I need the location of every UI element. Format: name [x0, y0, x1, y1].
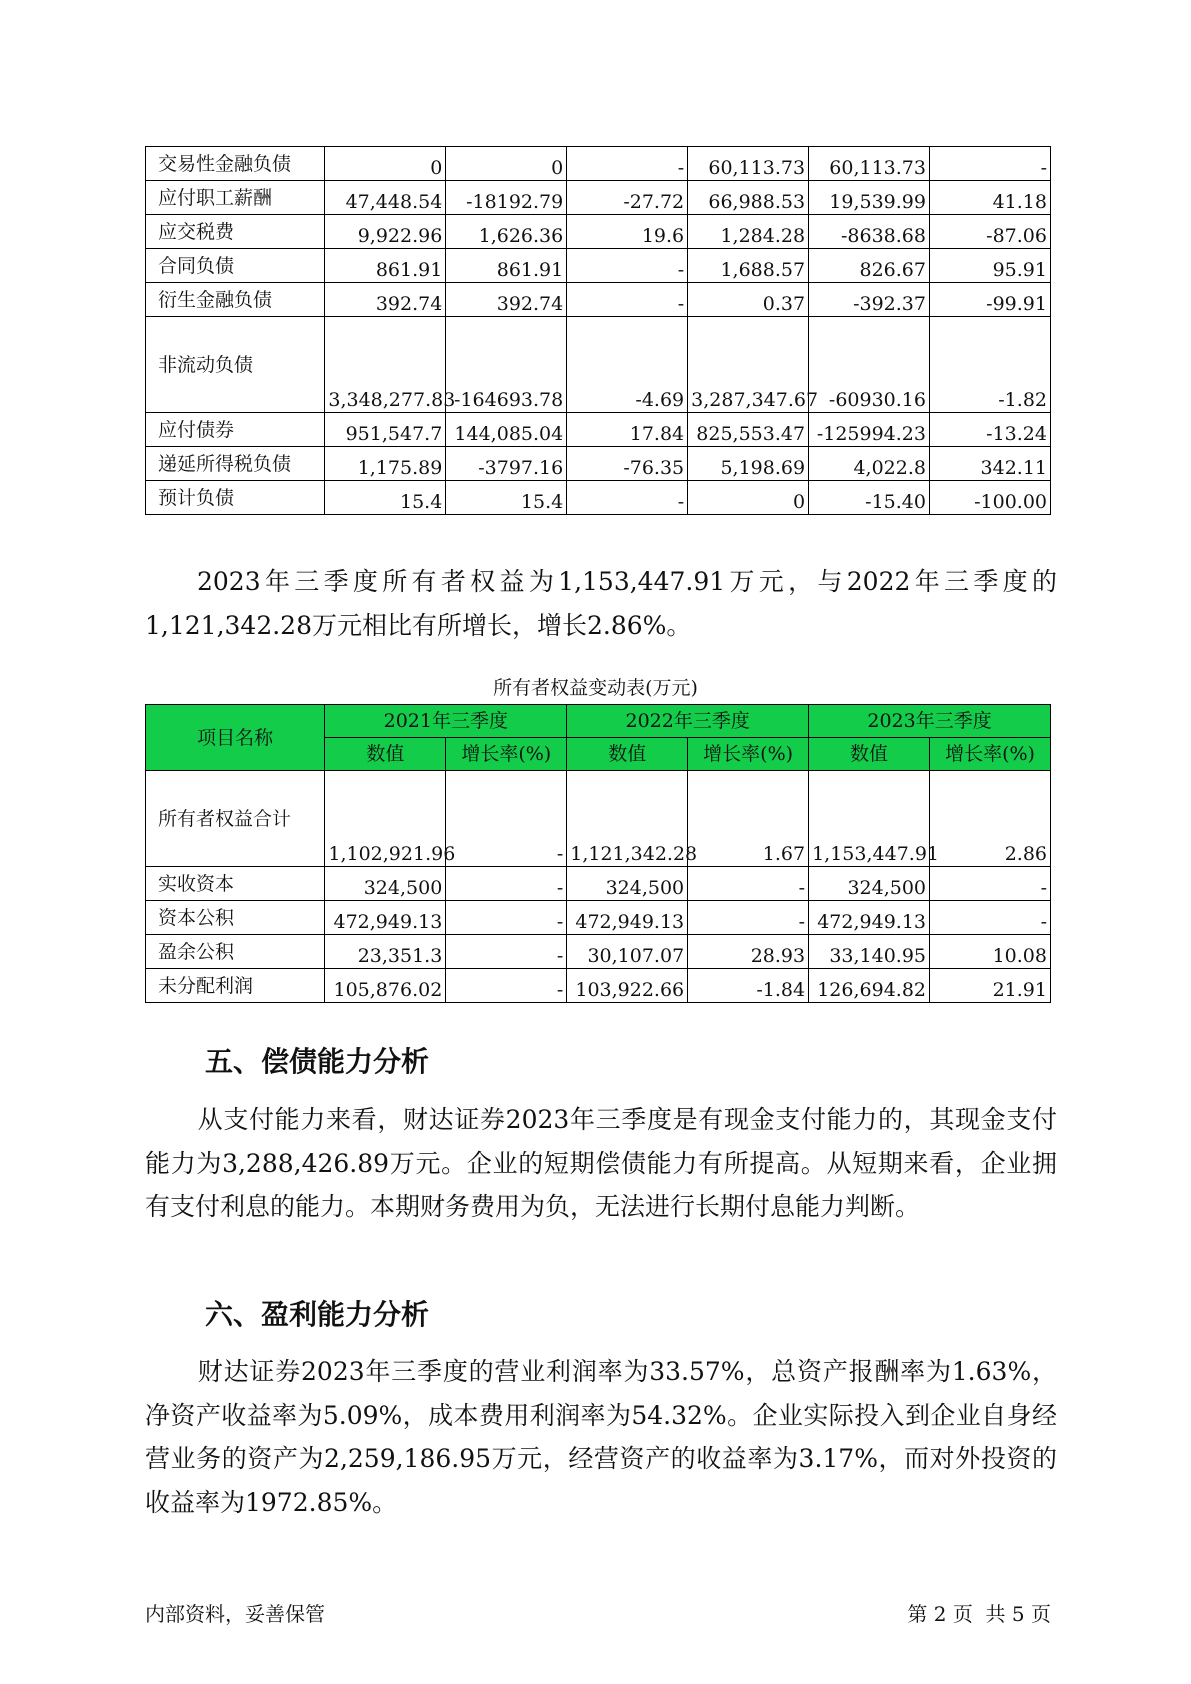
- paragraph-text: 从支付能力来看，财达证券2023年三季度是有现金支付能力的，其现金支付能力为3,288,426.89万元。企业的短期偿债能力有所提高。从短期来看，企业拥有支付利息的能力。本期财务费用为负，无法进行长期付息能力判断。: [145, 1105, 1057, 1221]
- cell-value: 826.67: [809, 249, 930, 283]
- cell-value: 144,085.04: [446, 413, 567, 447]
- cell-value: 1,688.57: [688, 249, 809, 283]
- value-header: 数值: [809, 738, 930, 771]
- row-label: 应交税费: [146, 215, 325, 249]
- table-row: [146, 935, 1051, 969]
- cell-value: 472,949.13: [567, 901, 688, 935]
- cell-value: 66,988.53: [688, 181, 809, 215]
- period-header: 2022年三季度: [567, 705, 809, 738]
- cell-value: -15.40: [809, 481, 930, 515]
- rate-header: 增长率(%): [446, 738, 567, 771]
- cell-value: -: [567, 283, 688, 317]
- cell-value: 60,113.73: [688, 147, 809, 181]
- cell-value: -: [446, 901, 567, 935]
- value-header: 数值: [567, 738, 688, 771]
- cell-value: 1,175.89: [325, 447, 446, 481]
- table-row: [146, 147, 1051, 181]
- cell-value: 0: [325, 147, 446, 181]
- cell-value: 15.4: [325, 481, 446, 515]
- equity-paragraph: [145, 560, 1057, 647]
- cell-value: 0: [446, 147, 567, 181]
- cell-value: -76.35: [567, 447, 688, 481]
- cell-value: -13.24: [929, 413, 1050, 447]
- cell-value: 392.74: [446, 283, 567, 317]
- table-row: [146, 867, 1051, 901]
- row-label: 所有者权益合计: [146, 771, 325, 867]
- table-row: [146, 771, 1051, 867]
- cell-value: -27.72: [567, 181, 688, 215]
- cell-value: -: [567, 147, 688, 181]
- cell-value: -1.84: [688, 969, 809, 1003]
- cell-value: -: [930, 901, 1051, 935]
- table-caption: 所有者权益变动表(万元): [493, 677, 698, 699]
- cell-value: -: [446, 867, 567, 901]
- cell-value: 1,102,921.96: [325, 771, 446, 867]
- row-label: 资本公积: [146, 901, 325, 935]
- cell-value: 3,348,277.83: [325, 317, 446, 413]
- cell-value: 5,198.69: [688, 447, 809, 481]
- table-row: [146, 317, 1051, 413]
- cell-value: 3,287,347.67: [688, 317, 809, 413]
- cell-value: -3797.16: [446, 447, 567, 481]
- section-paragraph: [145, 1098, 1057, 1229]
- row-label: 递延所得税负债: [146, 447, 325, 481]
- cell-value: 472,949.13: [809, 901, 930, 935]
- row-label: 合同负债: [146, 249, 325, 283]
- cell-value: 1,153,447.91: [809, 771, 930, 867]
- cell-value: 324,500: [325, 867, 446, 901]
- cell-value: 1,121,342.28: [567, 771, 688, 867]
- cell-value: 126,694.82: [809, 969, 930, 1003]
- cell-value: -4.69: [567, 317, 688, 413]
- table-row: [146, 181, 1051, 215]
- cell-value: -60930.16: [809, 317, 930, 413]
- footer-left: 内部资料，妥善保管: [145, 1602, 325, 1626]
- cell-value: 19,539.99: [809, 181, 930, 215]
- table-row: [146, 901, 1051, 935]
- cell-value: 9,922.96: [325, 215, 446, 249]
- cell-value: 1,284.28: [688, 215, 809, 249]
- cell-value: 861.91: [325, 249, 446, 283]
- section-heading: 六、盈利能力分析: [205, 1298, 430, 1331]
- table-row: [146, 249, 1051, 283]
- item-header: 项目名称: [146, 705, 325, 771]
- table-row: [146, 413, 1051, 447]
- cell-value: -: [567, 249, 688, 283]
- cell-value: 103,922.66: [567, 969, 688, 1003]
- cell-value: -: [929, 147, 1050, 181]
- cell-value: -164693.78: [446, 317, 567, 413]
- row-label: 衍生金融负债: [146, 283, 325, 317]
- cell-value: -: [446, 771, 567, 867]
- cell-value: 324,500: [809, 867, 930, 901]
- cell-value: -: [688, 901, 809, 935]
- cell-value: 28.93: [688, 935, 809, 969]
- value-header: 数值: [325, 738, 446, 771]
- cell-value: 4,022.8: [809, 447, 930, 481]
- row-label: 非流动负债: [146, 317, 325, 413]
- cell-value: 17.84: [567, 413, 688, 447]
- cell-value: 21.91: [930, 969, 1051, 1003]
- row-label: 盈余公积: [146, 935, 325, 969]
- row-label: 实收资本: [146, 867, 325, 901]
- cell-value: -: [930, 867, 1051, 901]
- cell-value: 0: [688, 481, 809, 515]
- paragraph-text: 财达证券2023年三季度的营业利润率为33.57%，总资产报酬率为1.63%，净资产收益率为5.09%，成本费用利润率为54.32%。企业实际投入到企业自身经营业务的资产为2,259,186.95万元，经营资产的收益率为3.17%，而对外投资的收益率为1972.85%。: [145, 1357, 1057, 1517]
- cell-value: -125994.23: [809, 413, 930, 447]
- paragraph-text: 2023年三季度所有者权益为1,153,447.91万元，与2022年三季度的1,121,342.28万元相比有所增长，增长2.86%。: [145, 567, 1057, 640]
- cell-value: 342.11: [929, 447, 1050, 481]
- cell-value: 19.6: [567, 215, 688, 249]
- cell-value: 95.91: [929, 249, 1050, 283]
- cell-value: -: [446, 935, 567, 969]
- cell-value: -: [567, 481, 688, 515]
- section-heading: 五、偿债能力分析: [205, 1045, 430, 1078]
- cell-value: -99.91: [929, 283, 1050, 317]
- row-label: 预计负债: [146, 481, 325, 515]
- cell-value: -100.00: [929, 481, 1050, 515]
- table-row: [146, 215, 1051, 249]
- cell-value: -392.37: [809, 283, 930, 317]
- table-row: [146, 481, 1051, 515]
- cell-value: -: [688, 867, 809, 901]
- cell-value: 47,448.54: [325, 181, 446, 215]
- cell-value: 10.08: [930, 935, 1051, 969]
- cell-value: 33,140.95: [809, 935, 930, 969]
- table-row: [146, 447, 1051, 481]
- row-label: 交易性金融负债: [146, 147, 325, 181]
- row-label: 未分配利润: [146, 969, 325, 1003]
- cell-value: 41.18: [929, 181, 1050, 215]
- liability-table: [145, 146, 1051, 515]
- cell-value: 392.74: [325, 283, 446, 317]
- cell-value: 324,500: [567, 867, 688, 901]
- cell-value: 951,547.7: [325, 413, 446, 447]
- cell-value: 2.86: [930, 771, 1051, 867]
- section-paragraph: [145, 1350, 1057, 1524]
- period-header: 2021年三季度: [325, 705, 567, 738]
- page-number: 第 2 页 共 5 页: [907, 1602, 1051, 1626]
- cell-value: 861.91: [446, 249, 567, 283]
- cell-value: 30,107.07: [567, 935, 688, 969]
- period-header: 2023年三季度: [809, 705, 1051, 738]
- cell-value: 60,113.73: [809, 147, 930, 181]
- cell-value: 472,949.13: [325, 901, 446, 935]
- cell-value: 0.37: [688, 283, 809, 317]
- cell-value: 1.67: [688, 771, 809, 867]
- cell-value: -1.82: [929, 317, 1050, 413]
- cell-value: -: [446, 969, 567, 1003]
- row-label: 应付债券: [146, 413, 325, 447]
- row-label: 应付职工薪酬: [146, 181, 325, 215]
- equity-table: [145, 704, 1051, 1003]
- table-row: [146, 283, 1051, 317]
- rate-header: 增长率(%): [930, 738, 1051, 771]
- cell-value: 1,626.36: [446, 215, 567, 249]
- cell-value: -8638.68: [809, 215, 930, 249]
- cell-value: 105,876.02: [325, 969, 446, 1003]
- table-row: [146, 969, 1051, 1003]
- cell-value: 825,553.47: [688, 413, 809, 447]
- header-row: [146, 705, 1051, 738]
- cell-value: -87.06: [929, 215, 1050, 249]
- cell-value: 15.4: [446, 481, 567, 515]
- rate-header: 增长率(%): [688, 738, 809, 771]
- cell-value: 23,351.3: [325, 935, 446, 969]
- cell-value: -18192.79: [446, 181, 567, 215]
